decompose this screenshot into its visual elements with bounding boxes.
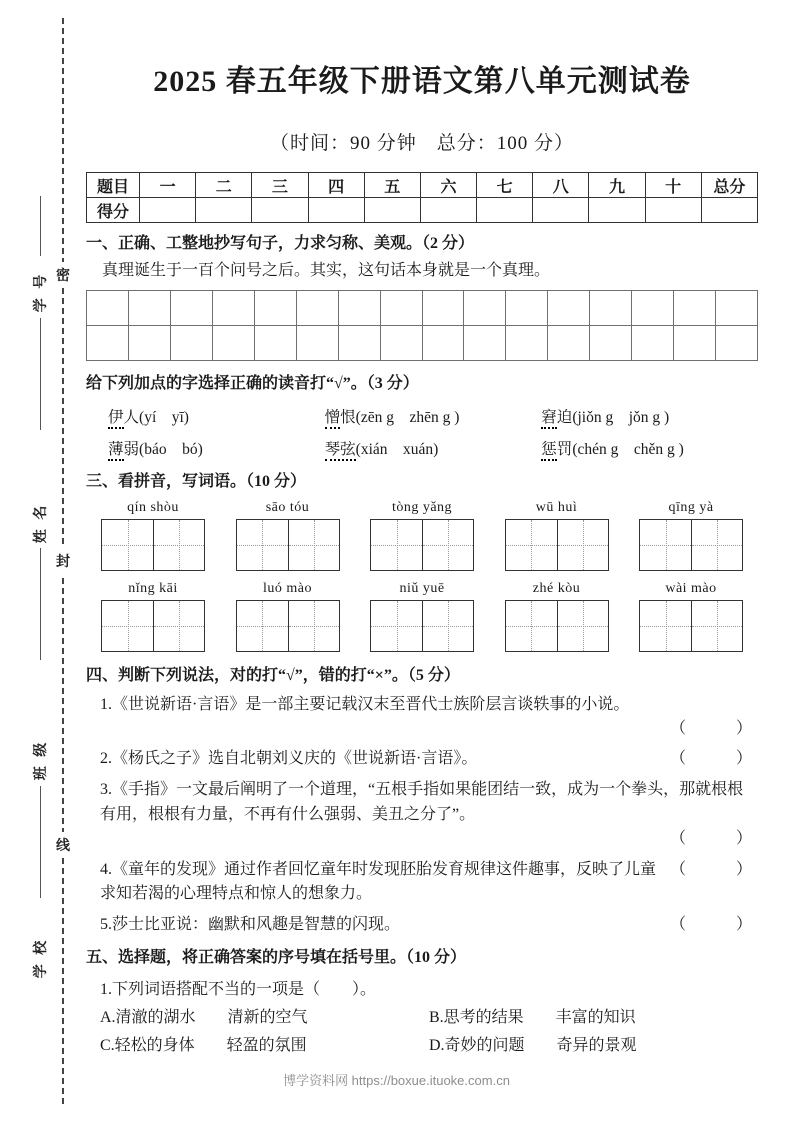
score-cell-5[interactable]	[364, 198, 420, 223]
copy-cell[interactable]	[464, 326, 506, 361]
pinyin-choice-item[interactable]	[108, 437, 325, 459]
copy-cell[interactable]	[254, 291, 296, 326]
mcq-option-b[interactable]: B.思考的结果 丰富的知识	[429, 1009, 636, 1027]
copy-cell[interactable]	[338, 291, 380, 326]
tianzi-cell[interactable]	[153, 520, 204, 570]
tianzi-cell[interactable]	[288, 601, 339, 651]
tianzi-cell[interactable]	[506, 520, 557, 570]
copy-grid-row[interactable]	[87, 291, 758, 326]
tianzige-box[interactable]	[639, 600, 743, 652]
answer-blank[interactable]: （ ）	[669, 829, 758, 847]
copy-cell[interactable]	[128, 326, 170, 361]
tianzi-cell[interactable]	[237, 601, 288, 651]
pinyin-tail-char: 弱	[123, 441, 140, 459]
page-title: 2025 春五年级下册语文第八单元测试卷	[153, 65, 691, 98]
seal-label-school: 学 校	[34, 937, 49, 979]
score-col-6: 六	[420, 173, 476, 198]
pinyin-label: nǐng kāi	[128, 580, 178, 596]
seal-rule-4	[40, 786, 41, 898]
tianzi-cell[interactable]	[102, 601, 153, 651]
pinyin-options[interactable]: (xián xuán)	[355, 441, 439, 459]
copy-cell[interactable]	[422, 326, 464, 361]
copy-cell[interactable]	[506, 326, 548, 361]
answer-blank[interactable]: （ ）	[669, 750, 758, 768]
pinyin-label: qín shòu	[127, 499, 179, 515]
copy-cell[interactable]	[170, 326, 212, 361]
score-cell-1[interactable]	[140, 198, 196, 223]
score-cell-3[interactable]	[252, 198, 308, 223]
tianzige-box[interactable]	[101, 600, 205, 652]
pinyin-label: zhé kòu	[532, 580, 581, 596]
section-3-heading: 三、看拼音，写词语。（10 分）	[86, 473, 307, 491]
copy-cell[interactable]	[170, 291, 212, 326]
pinyin-label: niǔ yuē	[399, 580, 445, 596]
copy-cell[interactable]	[674, 291, 716, 326]
tianzi-cell[interactable]	[237, 520, 288, 570]
judge-item-text: 5.莎士比亚说：幽默和风趣是智慧的闪现。	[100, 916, 401, 934]
exam-subtitle: （时间：90 分钟 总分：100 分）	[269, 133, 574, 154]
copy-cell[interactable]	[548, 326, 590, 361]
copy-cell[interactable]	[380, 291, 422, 326]
pinyin-options[interactable]: (chén g chěn g )	[572, 441, 684, 459]
judge-item-text: 3.《手指》一文最后阐明了一个道理，“五根手指如果能团结一致，成为一个拳头，那就根根有用，根根有力量，不再有什么强弱、美丑之分了”。	[100, 781, 744, 823]
mcq-option-row	[86, 1004, 758, 1027]
pinyin-label: luó mào	[263, 580, 312, 596]
answer-blank[interactable]: （ ）	[669, 860, 758, 878]
pinyin-options[interactable]: (jiǒn g jǒn g )	[572, 409, 670, 427]
mcq-option-c[interactable]: C.轻松的身体 轻盈的氛围	[100, 1037, 307, 1055]
copy-cell[interactable]	[548, 291, 590, 326]
pinyin-word-item	[94, 581, 212, 652]
tianzi-cell[interactable]	[422, 601, 473, 651]
pinyin-word-item	[363, 581, 481, 652]
judge-item-text: 1.《世说新语·言语》是一部主要记载汉末至晋代士族阶层言谈轶事的小说。	[100, 695, 630, 713]
judge-item	[86, 778, 758, 851]
section-1-sentence: 真理诞生于一百个问号之后。其实，这句话本身就是一个真理。	[102, 262, 551, 280]
pinyin-word-item	[498, 500, 616, 571]
pinyin-label: qīng yà	[668, 499, 714, 515]
copy-cell[interactable]	[632, 291, 674, 326]
tianzige-box[interactable]	[370, 600, 474, 652]
tianzi-cell[interactable]	[691, 601, 742, 651]
copy-cell[interactable]	[590, 291, 632, 326]
pinyin-word-item	[229, 581, 347, 652]
score-table	[86, 172, 758, 223]
score-row-label-score: 得分	[87, 198, 140, 223]
copy-cell[interactable]	[296, 326, 338, 361]
pinyin-target-char: 窘	[541, 409, 557, 429]
score-col-total: 总分	[701, 173, 757, 198]
tianzige-box[interactable]	[370, 519, 474, 571]
pinyin-word-item	[498, 581, 616, 652]
tianzige-box[interactable]	[236, 600, 340, 652]
seal-char-feng: 封	[52, 548, 74, 574]
copy-cell[interactable]	[87, 326, 129, 361]
pinyin-options[interactable]: (yí yī)	[139, 409, 189, 427]
score-col-7: 七	[477, 173, 533, 198]
pinyin-label: tòng yǎng	[391, 499, 453, 515]
tianzi-cell[interactable]	[640, 601, 691, 651]
tianzi-cell[interactable]	[102, 520, 153, 570]
copy-cell[interactable]	[380, 326, 422, 361]
section-5-heading: 五、选择题，将正确答案的序号填在括号里。（10 分）	[86, 948, 467, 966]
mcq-option-d[interactable]: D.奇妙的问题 奇异的景观	[429, 1037, 637, 1055]
score-cell-6[interactable]	[420, 198, 476, 223]
tianzi-cell[interactable]	[371, 520, 422, 570]
section-1-heading: 一、正确、工整地抄写句子，力求匀称、美观。（2 分）	[86, 235, 475, 252]
judge-item	[86, 858, 758, 908]
tianzi-cell[interactable]	[371, 601, 422, 651]
pinyin-choice-row	[86, 437, 758, 459]
seal-rule-1	[40, 196, 41, 256]
score-cell-10[interactable]	[645, 198, 701, 223]
copy-grid-row[interactable]	[87, 326, 758, 361]
pinyin-choice-item[interactable]	[541, 437, 758, 459]
copy-grid[interactable]	[86, 290, 758, 361]
pinyin-options[interactable]: (zēn g zhēn g )	[355, 409, 460, 427]
copy-cell[interactable]	[296, 291, 338, 326]
mcq-question[interactable]: 1.下列词语搭配不当的一项是（ ）。	[100, 981, 377, 999]
mcq-option-row	[86, 1032, 758, 1055]
score-cell-8[interactable]	[533, 198, 589, 223]
pinyin-target-char: 惩	[541, 441, 557, 461]
tianzi-cell[interactable]	[640, 520, 691, 570]
table-row-headers	[87, 173, 758, 198]
pinyin-target-char: 琴弦	[325, 441, 356, 461]
pinyin-tail-char: 罚	[556, 441, 573, 459]
copy-cell[interactable]	[128, 291, 170, 326]
score-col-10: 十	[645, 173, 701, 198]
seal-label-class: 班 级	[34, 739, 49, 781]
score-col-4: 四	[308, 173, 364, 198]
answer-blank[interactable]: （ ）	[669, 719, 758, 737]
judge-item	[86, 913, 758, 938]
seal-rule-2	[40, 318, 41, 430]
pinyin-word-item	[632, 581, 750, 652]
tianzi-cell[interactable]	[691, 520, 742, 570]
pinyin-target-char: 憎	[325, 409, 341, 429]
pinyin-options[interactable]: (báo bó)	[139, 441, 203, 459]
copy-cell[interactable]	[464, 291, 506, 326]
score-cell-total[interactable]	[701, 198, 757, 223]
seal-margin	[0, 0, 78, 1122]
copy-cell[interactable]	[254, 326, 296, 361]
score-cell-7[interactable]	[477, 198, 533, 223]
pinyin-tail-char: 迫	[556, 409, 573, 427]
pinyin-word-row	[86, 581, 758, 652]
tianzige-box[interactable]	[505, 519, 609, 571]
seal-rule-3	[40, 548, 41, 660]
copy-cell[interactable]	[212, 326, 254, 361]
mcq-option-a[interactable]: A.清澈的湖水 清新的空气	[100, 1009, 308, 1027]
pinyin-word-item	[363, 500, 481, 571]
pinyin-choice-item[interactable]	[541, 405, 758, 427]
pinyin-word-item	[229, 500, 347, 571]
pinyin-label: sāo tóu	[265, 499, 310, 515]
pinyin-word-row	[86, 500, 758, 571]
tianzi-cell[interactable]	[288, 520, 339, 570]
pinyin-target-char: 伊	[108, 409, 124, 429]
judge-item	[86, 747, 758, 772]
table-row-scores	[87, 198, 758, 223]
section-2-heading: 给下列加点的字选择正确的读音打“√”。（3 分）	[86, 375, 419, 393]
copy-cell[interactable]	[716, 291, 758, 326]
copy-cell[interactable]	[674, 326, 716, 361]
tianzige-box[interactable]	[101, 519, 205, 571]
pinyin-choice-item[interactable]	[325, 437, 542, 459]
copy-cell[interactable]	[212, 291, 254, 326]
pinyin-choice-item[interactable]	[108, 405, 325, 427]
tianzige-box[interactable]	[505, 600, 609, 652]
answer-blank[interactable]: （ ）	[669, 916, 758, 934]
copy-cell[interactable]	[338, 326, 380, 361]
tianzige-box[interactable]	[236, 519, 340, 571]
score-col-1: 一	[140, 173, 196, 198]
copy-cell[interactable]	[590, 326, 632, 361]
pinyin-tail-char: 恨	[340, 409, 356, 427]
score-col-3: 三	[252, 173, 308, 198]
section-4-heading: 四、判断下列说法，对的打“√”，错的打“×”。（5 分）	[86, 666, 460, 684]
score-col-2: 二	[196, 173, 252, 198]
tianzi-cell[interactable]	[153, 601, 204, 651]
pinyin-choice-item[interactable]	[325, 405, 542, 427]
pinyin-target-char: 薄	[108, 441, 124, 461]
pinyin-label: wài mào	[665, 580, 717, 596]
score-col-8: 八	[533, 173, 589, 198]
seal-label-student-id: 学 号	[34, 271, 49, 313]
tianzi-cell[interactable]	[422, 520, 473, 570]
tianzi-cell[interactable]	[557, 601, 608, 651]
tianzi-cell[interactable]	[506, 601, 557, 651]
copy-cell[interactable]	[506, 291, 548, 326]
judge-item	[86, 693, 758, 742]
seal-char-mi: 密	[52, 262, 74, 288]
copy-cell[interactable]	[632, 326, 674, 361]
score-cell-2[interactable]	[196, 198, 252, 223]
score-cell-4[interactable]	[308, 198, 364, 223]
copy-cell[interactable]	[716, 326, 758, 361]
pinyin-word-item	[632, 500, 750, 571]
score-cell-9[interactable]	[589, 198, 645, 223]
judge-item-text: 2.《杨氏之子》选自北朝刘义庆的《世说新语·言语》。	[100, 750, 478, 768]
score-col-9: 九	[589, 173, 645, 198]
tianzige-box[interactable]	[639, 519, 743, 571]
seal-label-name: 姓 名	[34, 502, 49, 544]
seal-char-xian: 线	[52, 832, 74, 858]
pinyin-word-item	[94, 500, 212, 571]
tianzi-cell[interactable]	[557, 520, 608, 570]
footer-watermark: 博学资料网 https://boxue.ituoke.com.cn	[283, 1073, 510, 1088]
judge-item-text: 4.《童年的发现》通过作者回忆童年时发现胚胎发育规律这件趣事，反映了儿童求知若渴的心理特点和惊人的想象力。	[100, 860, 657, 903]
score-col-5: 五	[364, 173, 420, 198]
exam-sheet	[86, 0, 758, 1055]
pinyin-tail-char: 人	[123, 409, 140, 427]
pinyin-label: wū huì	[535, 499, 578, 515]
pinyin-choice-row	[86, 405, 758, 427]
copy-cell[interactable]	[422, 291, 464, 326]
copy-cell[interactable]	[87, 291, 129, 326]
score-row-label-topic: 题目	[87, 173, 140, 198]
